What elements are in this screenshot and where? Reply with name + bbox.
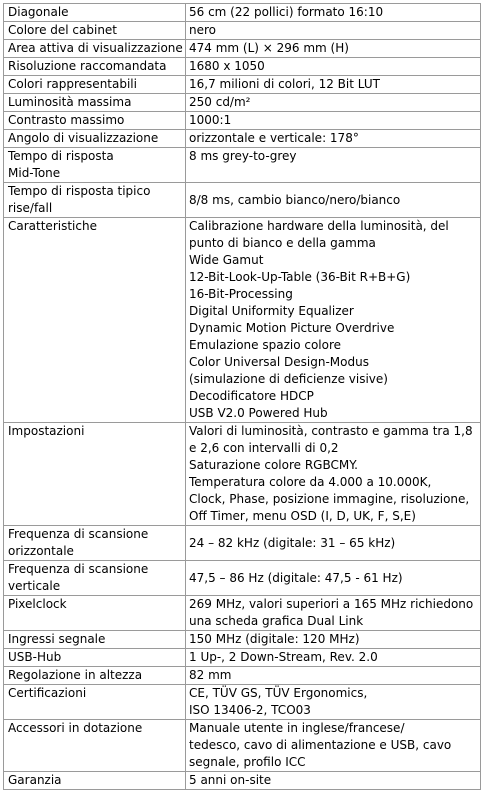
spec-label: Angolo di visualizzazione — [8, 131, 159, 145]
spec-value-cell — [186, 720, 481, 772]
spec-value-cell — [186, 423, 481, 526]
spec-value: 1 Up-, 2 Down-Stream, Rev. 2.0 — [189, 650, 378, 664]
spec-value: Valori di luminosità, contrasto e gamma tra 1,8 — [189, 424, 473, 438]
spec-label-cell — [4, 720, 186, 772]
spec-value: 12-Bit-Look-Up-Table (36-Bit R+B+G) — [189, 270, 411, 284]
spec-row — [4, 561, 481, 596]
spec-value: 1680 x 1050 — [189, 59, 265, 73]
spec-label: Luminosità massima — [8, 95, 132, 109]
spec-row — [4, 94, 481, 112]
spec-label: Garanzia — [8, 773, 62, 787]
spec-value-cell — [186, 148, 481, 183]
spec-value-cell — [186, 40, 481, 58]
spec-value: 5 anni on-site — [189, 773, 272, 787]
spec-row — [4, 4, 481, 22]
spec-label-cell — [4, 649, 186, 667]
spec-value-cell — [186, 772, 481, 790]
spec-label: Regolazione in altezza — [8, 668, 143, 682]
spec-label: orizzontale — [8, 544, 74, 558]
spec-label-cell — [4, 561, 186, 596]
spec-value: una scheda grafica Dual Link — [189, 614, 364, 628]
spec-value: 16-Bit-Processing — [189, 287, 293, 301]
spec-row — [4, 130, 481, 148]
spec-row — [4, 218, 481, 423]
spec-label: Certificazioni — [8, 686, 87, 700]
spec-value-cell — [186, 596, 481, 631]
spec-value: (simulazione di deficienze visive) — [189, 372, 388, 386]
spec-label-cell — [4, 76, 186, 94]
spec-value-cell — [186, 58, 481, 76]
spec-label: Pixelclock — [8, 597, 67, 611]
spec-label-cell — [4, 183, 186, 218]
spec-label-cell — [4, 112, 186, 130]
spec-label: Ingressi segnale — [8, 632, 106, 646]
spec-value: orizzontale e verticale: 178° — [189, 131, 359, 145]
spec-value: 1000:1 — [189, 113, 232, 127]
spec-value-cell — [186, 685, 481, 720]
spec-value: Calibrazione hardware della luminosità, del — [189, 219, 449, 233]
spec-label: Caratteristiche — [8, 219, 97, 233]
spec-value-cell — [186, 4, 481, 22]
spec-label-cell — [4, 4, 186, 22]
spec-value-cell — [186, 22, 481, 40]
spec-value-cell — [186, 112, 481, 130]
spec-value: Color Universal Design-Modus — [189, 355, 369, 369]
spec-value: 82 mm — [189, 668, 232, 682]
spec-table — [3, 3, 481, 790]
spec-value: Saturazione colore RGBCMY. — [189, 458, 358, 472]
spec-value-cell — [186, 218, 481, 423]
spec-value-cell — [186, 183, 481, 218]
spec-value-cell — [186, 649, 481, 667]
spec-label-cell — [4, 526, 186, 561]
spec-value-cell — [186, 130, 481, 148]
spec-table-body — [4, 4, 481, 790]
spec-label-cell — [4, 218, 186, 423]
spec-value-cell — [186, 94, 481, 112]
spec-row — [4, 112, 481, 130]
spec-value: 8/8 ms, cambio bianco/nero/bianco — [189, 192, 401, 207]
spec-row — [4, 649, 481, 667]
spec-label: Frequenza di scansione — [8, 562, 149, 576]
spec-value: segnale, profilo ICC — [189, 755, 306, 769]
spec-value: Manuale utente in inglese/francese/ — [189, 721, 405, 735]
spec-value: tedesco, cavo di alimentazione e USB, cavo — [189, 738, 452, 752]
spec-value: 474 mm (L) × 296 mm (H) — [189, 41, 349, 55]
spec-label-cell — [4, 58, 186, 76]
spec-value: Emulazione spazio colore — [189, 338, 342, 352]
spec-label-cell — [4, 94, 186, 112]
spec-value: Digital Uniformity Equalizer — [189, 304, 354, 318]
spec-row — [4, 40, 481, 58]
spec-value-cell — [186, 526, 481, 561]
spec-value: 150 MHz (digitale: 120 MHz) — [189, 632, 360, 646]
spec-label-cell — [4, 40, 186, 58]
spec-label: rise/fall — [8, 201, 53, 215]
spec-value: e 2,6 con intervalli di 0,2 — [189, 441, 339, 455]
spec-value: 8 ms grey-to-grey — [189, 149, 297, 163]
spec-label: Risoluzione raccomandata — [8, 59, 167, 73]
spec-label-cell — [4, 772, 186, 790]
spec-value: CE, TÜV GS, TÜV Ergonomics, — [189, 686, 368, 700]
spec-value-cell — [186, 76, 481, 94]
spec-label: Area attiva di visualizzazione — [8, 41, 183, 55]
spec-label-cell — [4, 667, 186, 685]
spec-value-cell — [186, 667, 481, 685]
spec-label: Diagonale — [8, 5, 69, 19]
spec-row — [4, 148, 481, 183]
spec-label: Tempo di risposta tipico — [8, 184, 151, 198]
spec-row — [4, 720, 481, 772]
spec-row — [4, 183, 481, 218]
spec-value: 56 cm (22 pollici) formato 16:10 — [189, 5, 384, 19]
spec-row — [4, 667, 481, 685]
spec-label-cell — [4, 148, 186, 183]
spec-label: Colore del cabinet — [8, 23, 118, 37]
spec-value: 24 – 82 kHz (digitale: 31 – 65 kHz) — [189, 535, 396, 550]
spec-value: punto di bianco e della gamma — [189, 236, 376, 250]
spec-value-cell — [186, 631, 481, 649]
spec-row — [4, 58, 481, 76]
spec-label: Frequenza di scansione — [8, 527, 149, 541]
spec-value: Clock, Phase, posizione immagine, risoluzione, — [189, 492, 470, 506]
spec-value: 269 MHz, valori superiori a 165 MHz richiedono — [189, 597, 474, 611]
spec-row — [4, 526, 481, 561]
spec-value: 47,5 – 86 Hz (digitale: 47,5 - 61 Hz) — [189, 570, 403, 585]
spec-value: Temperatura colore da 4.000 a 10.000K, — [189, 475, 432, 489]
spec-value-cell — [186, 561, 481, 596]
spec-label-cell — [4, 130, 186, 148]
spec-value: nero — [189, 23, 216, 37]
spec-row — [4, 685, 481, 720]
spec-value: Dynamic Motion Picture Overdrive — [189, 321, 395, 335]
spec-value: 250 cd/m² — [189, 95, 251, 109]
spec-row — [4, 76, 481, 94]
spec-label-cell — [4, 22, 186, 40]
spec-label: Impostazioni — [8, 424, 85, 438]
spec-value: Decodificatore HDCP — [189, 389, 314, 403]
spec-value: Wide Gamut — [189, 253, 264, 267]
spec-row — [4, 772, 481, 790]
spec-label: Accessori in dotazione — [8, 721, 143, 735]
spec-label: Mid-Tone — [8, 166, 61, 180]
spec-value: USB V2.0 Powered Hub — [189, 406, 328, 420]
spec-row — [4, 22, 481, 40]
spec-row — [4, 596, 481, 631]
spec-label-cell — [4, 685, 186, 720]
spec-value: Off Timer, menu OSD (I, D, UK, F, S,E) — [189, 509, 416, 523]
spec-row — [4, 631, 481, 649]
spec-label: Colori rappresentabili — [8, 77, 137, 91]
spec-label: verticale — [8, 579, 61, 593]
spec-label-cell — [4, 631, 186, 649]
spec-label: Contrasto massimo — [8, 113, 125, 127]
spec-value: 16,7 milioni di colori, 12 Bit LUT — [189, 77, 380, 91]
spec-value: ISO 13406-2, TCO03 — [189, 703, 311, 717]
spec-label: Tempo di risposta — [8, 149, 114, 163]
spec-label-cell — [4, 423, 186, 526]
spec-row — [4, 423, 481, 526]
spec-label-cell — [4, 596, 186, 631]
spec-label: USB-Hub — [8, 650, 62, 664]
